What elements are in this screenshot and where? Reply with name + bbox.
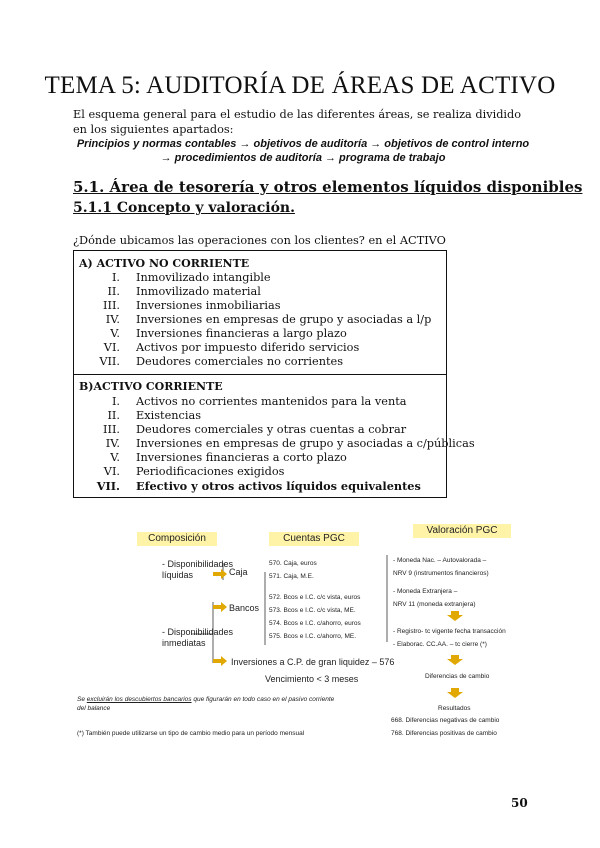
item-label: Inversiones inmobiliarias bbox=[136, 299, 281, 312]
item-label: Activos no corrientes mantenidos para la venta bbox=[136, 395, 407, 408]
bancos-account-573: 573. Bcos e I.C. c/c vista, ME. bbox=[269, 607, 356, 614]
caja-account-570: 570. Caja, euros bbox=[269, 560, 317, 567]
subsection-heading: 5.1.1 Concepto y valoración. bbox=[73, 200, 295, 216]
header-valoracion: Valoración PGC bbox=[413, 524, 511, 538]
item-label: Deudores comerciales y otras cuentas a cobrar bbox=[136, 423, 407, 436]
arrow-icon bbox=[213, 602, 227, 612]
valoracion-item: NRV 11 (moneda extranjera) bbox=[393, 601, 476, 608]
item-label: Efectivo y otros activos líquidos equivalentes bbox=[136, 479, 421, 493]
item-number: V. bbox=[110, 327, 120, 340]
question-text: ¿Dónde ubicamos las operaciones con los clientes? en el ACTIVO bbox=[73, 234, 446, 247]
item-number: VII. bbox=[99, 355, 120, 368]
valoracion-item: - Moneda Extranjera – bbox=[393, 588, 458, 595]
bancos-account-575: 575. Bcos e I.C. c/ahorro, ME. bbox=[269, 633, 357, 640]
page-title: TEMA 5: AUDITORÍA DE ÁREAS DE ACTIVO bbox=[44, 72, 556, 99]
current-heading: B)ACTIVO CORRIENTE bbox=[79, 380, 223, 393]
valoracion-item: - Registro- tc vigente fecha transacción bbox=[393, 628, 506, 635]
header-composicion: Composición bbox=[137, 532, 217, 546]
item-label: Existencias bbox=[136, 409, 202, 422]
item-label: Inversiones financieras a corto plazo bbox=[136, 451, 347, 464]
caja-label: Caja bbox=[229, 567, 248, 577]
flow-line-1: Principios y normas contables → objetivos de auditoría → objetivos de control interno bbox=[76, 138, 530, 150]
item-number: II. bbox=[107, 285, 120, 298]
item-number: IV. bbox=[105, 437, 120, 450]
vencimiento-label: Vencimiento < 3 meses bbox=[265, 674, 359, 684]
item-label: Inmovilizado material bbox=[136, 285, 261, 298]
resultados-label: Resultados bbox=[438, 705, 471, 712]
flow-line-2: → procedimientos de auditoría → programa de trabajo bbox=[160, 152, 446, 164]
disp-liquidas-line1: - Disponibilidades bbox=[162, 559, 234, 569]
valoracion-item: - Moneda Nac. – Autovalorada – bbox=[393, 557, 487, 564]
header-cuentas: Cuentas PGC bbox=[269, 532, 359, 546]
assets-table bbox=[73, 250, 475, 498]
inversiones-label: Inversiones a C.P. de gran liquidez – 576 bbox=[231, 657, 395, 667]
item-number: I. bbox=[111, 271, 120, 284]
item-label: Inmovilizado intangible bbox=[136, 271, 271, 284]
bancos-account-574: 574. Bcos e I.C. c/ahorro, euros bbox=[269, 620, 361, 627]
item-number: IV. bbox=[105, 313, 120, 326]
arrow-icon bbox=[447, 655, 463, 665]
note-descubiertos-line2: del balance bbox=[77, 705, 111, 712]
item-label: Inversiones en empresas de grupo y asociadas a c/públicas bbox=[136, 437, 475, 450]
resultados-item-768: 768. Diferencias positivas de cambio bbox=[391, 730, 497, 737]
arrow-icon bbox=[213, 656, 227, 666]
note-underlined: excluirán los descubiertos bancarios bbox=[86, 696, 192, 703]
caja-account-571: 571. Caja, M.E. bbox=[269, 573, 314, 580]
bancos-account-572: 572. Bcos e I.C. c/c vista, euros bbox=[269, 594, 361, 601]
bancos-label: Bancos bbox=[229, 603, 260, 613]
item-number: II. bbox=[107, 409, 120, 422]
treasury-diagram bbox=[73, 517, 539, 741]
item-label: Periodificaciones exigidos bbox=[136, 465, 285, 478]
note-descubiertos bbox=[77, 696, 334, 703]
item-number: VI. bbox=[103, 465, 120, 478]
item-label: Inversiones en empresas de grupo y asociadas a l/p bbox=[136, 313, 432, 326]
item-label: Inversiones financieras a largo plazo bbox=[136, 327, 347, 340]
non-current-assets-section bbox=[74, 251, 446, 375]
arrow-icon bbox=[213, 569, 227, 579]
item-number: III. bbox=[103, 423, 120, 436]
non-current-heading: A) ACTIVO NO CORRIENTE bbox=[79, 257, 250, 270]
resultados-item-668: 668. Diferencias negativas de cambio bbox=[391, 717, 500, 724]
disp-liquidas-line2: líquidas bbox=[162, 570, 194, 580]
item-label: Deudores comerciales no corrientes bbox=[136, 355, 344, 368]
disp-inmediatas-line1: - Disponibilidades bbox=[162, 627, 234, 637]
disp-inmediatas-line2: inmediatas bbox=[162, 638, 206, 648]
item-number: I. bbox=[111, 395, 120, 408]
valoracion-item: - Elaborac. CC.AA. – tc cierre (*) bbox=[393, 641, 487, 648]
item-number: V. bbox=[110, 451, 120, 464]
diferencias-label: Diferencias de cambio bbox=[425, 673, 490, 680]
section-heading: 5.1. Área de tesorería y otros elementos líquidos disponibles bbox=[73, 178, 583, 196]
item-number: VI. bbox=[103, 341, 120, 354]
intro-paragraph: El esquema general para el estudio de las diferentes áreas, se realiza dividido en los siguientes apartados: bbox=[73, 108, 522, 136]
arrow-icon bbox=[447, 611, 463, 621]
item-label: Activos por impuesto diferido servicios bbox=[136, 341, 360, 354]
note-suffix: que figurarán en todo caso en el pasivo corriente bbox=[191, 696, 335, 703]
valoracion-item: NRV 9 (instrumentos financieros) bbox=[393, 570, 489, 577]
page-number: 50 bbox=[511, 796, 528, 810]
note-tipo-cambio: (*) También puede utilizarse un tipo de cambio medio para un período mensual bbox=[77, 730, 305, 737]
item-number: III. bbox=[103, 299, 120, 312]
item-number: VII. bbox=[96, 479, 120, 493]
note-prefix: Se bbox=[77, 696, 87, 703]
arrow-icon bbox=[447, 688, 463, 698]
